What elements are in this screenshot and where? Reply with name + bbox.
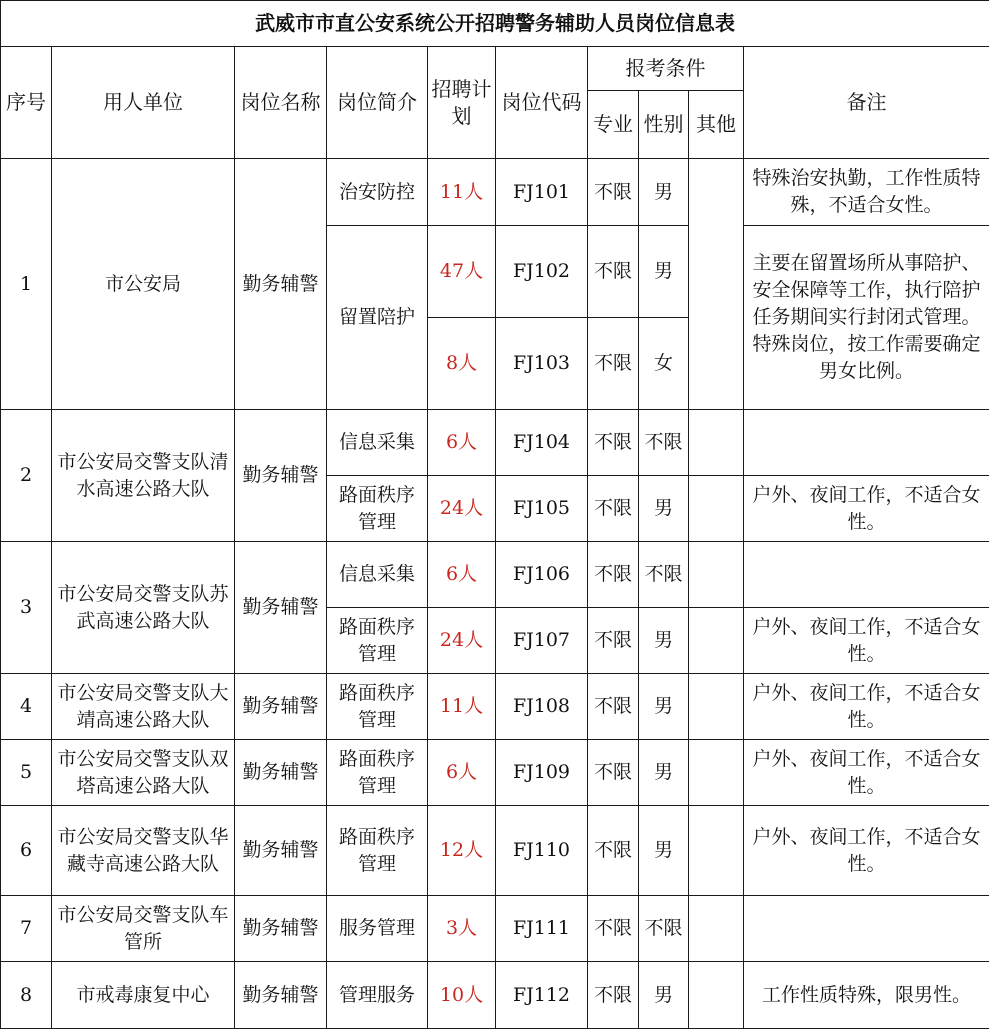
major-cell: 不限 [588, 318, 639, 410]
header-post-name: 岗位名称 [235, 47, 327, 159]
other-cell [689, 608, 744, 674]
major-cell: 不限 [588, 410, 639, 476]
remark-cell [744, 542, 989, 608]
header-code: 岗位代码 [496, 47, 588, 159]
remark-cell: 户外、夜间工作，不适合女性。 [744, 608, 989, 674]
table-row [1, 896, 989, 962]
remark-cell: 户外、夜间工作，不适合女性。 [744, 476, 989, 542]
major-cell: 不限 [588, 740, 639, 806]
gender-cell: 男 [639, 674, 689, 740]
header-unit: 用人单位 [52, 47, 235, 159]
seq-cell: 4 [1, 674, 52, 740]
major-cell: 不限 [588, 806, 639, 896]
plan-cell: 12人 [428, 806, 496, 896]
seq-cell: 1 [1, 159, 52, 410]
seq-cell: 6 [1, 806, 52, 896]
gender-cell: 女 [639, 318, 689, 410]
table-row [1, 740, 989, 806]
other-cell [689, 542, 744, 608]
plan-cell: 6人 [428, 542, 496, 608]
post-cell: 勤务辅警 [235, 410, 327, 542]
desc-cell: 留置陪护 [327, 226, 428, 410]
plan-cell: 6人 [428, 740, 496, 806]
table-title: 武威市市直公安系统公开招聘警务辅助人员岗位信息表 [1, 1, 989, 47]
code-cell: FJ106 [496, 542, 588, 608]
unit-cell: 市公安局交警支队苏武高速公路大队 [52, 542, 235, 674]
post-cell: 勤务辅警 [235, 674, 327, 740]
post-cell: 勤务辅警 [235, 806, 327, 896]
unit-cell: 市公安局交警支队华藏寺高速公路大队 [52, 806, 235, 896]
plan-cell: 11人 [428, 159, 496, 226]
major-cell: 不限 [588, 226, 639, 318]
plan-cell: 24人 [428, 476, 496, 542]
unit-cell: 市公安局交警支队车管所 [52, 896, 235, 962]
desc-cell: 信息采集 [327, 542, 428, 608]
post-cell: 勤务辅警 [235, 159, 327, 410]
remark-cell: 特殊治安执勤，工作性质特殊，不适合女性。 [744, 159, 989, 226]
major-cell: 不限 [588, 962, 639, 1029]
other-cell [689, 896, 744, 962]
code-cell: FJ101 [496, 159, 588, 226]
code-cell: FJ108 [496, 674, 588, 740]
table-row [1, 806, 989, 896]
plan-cell: 3人 [428, 896, 496, 962]
other-cell [689, 476, 744, 542]
post-cell: 勤务辅警 [235, 740, 327, 806]
seq-cell: 3 [1, 542, 52, 674]
plan-cell: 10人 [428, 962, 496, 1029]
post-cell: 勤务辅警 [235, 542, 327, 674]
unit-cell: 市公安局 [52, 159, 235, 410]
code-cell: FJ104 [496, 410, 588, 476]
table-row [1, 674, 989, 740]
desc-cell: 信息采集 [327, 410, 428, 476]
remark-cell: 工作性质特殊，限男性。 [744, 962, 989, 1029]
header-seq: 序号 [1, 47, 52, 159]
header-remark: 备注 [744, 47, 989, 159]
desc-cell: 路面秩序管理 [327, 740, 428, 806]
seq-cell: 2 [1, 410, 52, 542]
remark-cell: 户外、夜间工作，不适合女性。 [744, 674, 989, 740]
remark-cell [744, 410, 989, 476]
remark-cell: 户外、夜间工作，不适合女性。 [744, 806, 989, 896]
desc-cell: 路面秩序管理 [327, 608, 428, 674]
desc-cell: 路面秩序管理 [327, 674, 428, 740]
other-cell [689, 410, 744, 476]
code-cell: FJ105 [496, 476, 588, 542]
header-gender: 性别 [639, 91, 689, 159]
code-cell: FJ112 [496, 962, 588, 1029]
code-cell: FJ102 [496, 226, 588, 318]
desc-cell: 管理服务 [327, 962, 428, 1029]
gender-cell: 不限 [639, 896, 689, 962]
plan-cell: 47人 [428, 226, 496, 318]
table-row [1, 410, 989, 476]
unit-cell: 市公安局交警支队双塔高速公路大队 [52, 740, 235, 806]
table-row [1, 962, 989, 1029]
plan-cell: 8人 [428, 318, 496, 410]
seq-cell: 7 [1, 896, 52, 962]
gender-cell: 不限 [639, 542, 689, 608]
other-cell [689, 806, 744, 896]
gender-cell: 男 [639, 159, 689, 226]
major-cell: 不限 [588, 159, 639, 226]
post-cell: 勤务辅警 [235, 962, 327, 1029]
other-cell [689, 962, 744, 1029]
title-row [1, 1, 989, 47]
code-cell: FJ110 [496, 806, 588, 896]
plan-cell: 24人 [428, 608, 496, 674]
major-cell: 不限 [588, 608, 639, 674]
post-cell: 勤务辅警 [235, 896, 327, 962]
table-row [1, 159, 989, 226]
remark-cell [744, 896, 989, 962]
gender-cell: 男 [639, 806, 689, 896]
other-cell [689, 159, 744, 410]
major-cell: 不限 [588, 542, 639, 608]
desc-cell: 路面秩序管理 [327, 806, 428, 896]
code-cell: FJ111 [496, 896, 588, 962]
header-post-desc: 岗位简介 [327, 47, 428, 159]
major-cell: 不限 [588, 476, 639, 542]
unit-cell: 市公安局交警支队清水高速公路大队 [52, 410, 235, 542]
major-cell: 不限 [588, 896, 639, 962]
header-plan: 招聘计划 [428, 47, 496, 159]
gender-cell: 男 [639, 740, 689, 806]
code-cell: FJ109 [496, 740, 588, 806]
other-cell [689, 674, 744, 740]
gender-cell: 男 [639, 608, 689, 674]
gender-cell: 男 [639, 226, 689, 318]
remark-cell: 主要在留置场所从事陪护、安全保障等工作，执行陪护任务期间实行封闭式管理。特殊岗位，按工作需要确定男女比例。 [744, 226, 989, 410]
desc-cell: 路面秩序管理 [327, 476, 428, 542]
desc-cell: 治安防控 [327, 159, 428, 226]
unit-cell: 市戒毒康复中心 [52, 962, 235, 1029]
code-cell: FJ103 [496, 318, 588, 410]
plan-cell: 6人 [428, 410, 496, 476]
header-row-1 [1, 47, 989, 91]
other-cell [689, 740, 744, 806]
remark-cell: 户外、夜间工作，不适合女性。 [744, 740, 989, 806]
major-cell: 不限 [588, 674, 639, 740]
gender-cell: 不限 [639, 410, 689, 476]
gender-cell: 男 [639, 476, 689, 542]
header-major: 专业 [588, 91, 639, 159]
plan-cell: 11人 [428, 674, 496, 740]
table-row [1, 542, 989, 608]
header-conditions: 报考条件 [588, 47, 744, 91]
gender-cell: 男 [639, 962, 689, 1029]
header-other: 其他 [689, 91, 744, 159]
seq-cell: 8 [1, 962, 52, 1029]
unit-cell: 市公安局交警支队大靖高速公路大队 [52, 674, 235, 740]
desc-cell: 服务管理 [327, 896, 428, 962]
seq-cell: 5 [1, 740, 52, 806]
code-cell: FJ107 [496, 608, 588, 674]
